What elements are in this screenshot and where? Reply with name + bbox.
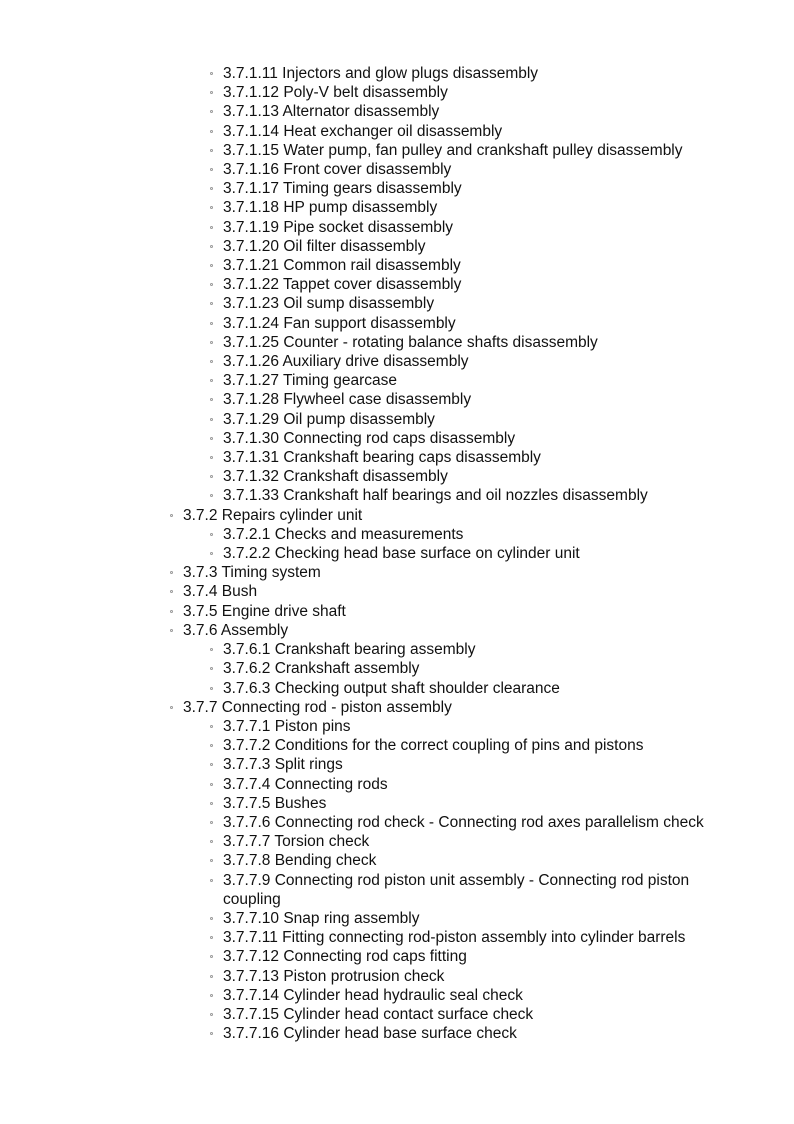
- toc-entry-label: 3.7.1.14 Heat exchanger oil disassembly: [223, 122, 503, 140]
- toc-entry-label: 3.7.6 Assembly: [183, 621, 289, 639]
- toc-entry-label: 3.7.1.22 Tappet cover disassembly: [223, 276, 462, 294]
- toc-entry[interactable]: [0, 909, 723, 928]
- toc-entry-label: 3.7.6.1 Crankshaft bearing assembly: [223, 641, 476, 659]
- toc-entry-label: 3.7.7.15 Cylinder head contact surface check: [223, 1005, 534, 1023]
- toc-entry[interactable]: [0, 390, 723, 409]
- list-bullet-icon: [210, 802, 213, 805]
- toc-entry-label: 3.7.1.16 Front cover disassembly: [223, 161, 452, 179]
- toc-entry-label: 3.7.1.32 Crankshaft disassembly: [223, 468, 448, 486]
- list-bullet-icon: [210, 667, 213, 670]
- toc-entry-label: 3.7.1.11 Injectors and glow plugs disassembly: [223, 65, 539, 82]
- toc-entry-label: 3.7.1.20 Oil filter disassembly: [223, 237, 426, 255]
- toc-entry[interactable]: [0, 352, 723, 371]
- toc-entry[interactable]: [0, 218, 723, 237]
- list-bullet-icon: [210, 130, 213, 133]
- list-bullet-icon: [210, 418, 213, 421]
- toc-entry-label: 3.7.7.7 Torsion check: [223, 833, 370, 851]
- toc-entry-label: 3.7.6.2 Crankshaft assembly: [223, 660, 420, 678]
- list-bullet-icon: [210, 398, 213, 401]
- list-bullet-icon: [210, 302, 213, 305]
- toc-entry-label: 3.7.1.29 Oil pump disassembly: [223, 410, 435, 428]
- toc-entry[interactable]: [0, 986, 723, 1005]
- toc-entry[interactable]: [0, 429, 723, 448]
- list-bullet-icon: [210, 917, 213, 920]
- toc-entry-label: 3.7.1.28 Flywheel case disassembly: [223, 391, 472, 409]
- toc-entry-label: 3.7.7.3 Split rings: [223, 756, 343, 774]
- list-bullet-icon: [210, 149, 213, 152]
- toc-entry-label: 3.7.4 Bush: [183, 583, 258, 601]
- toc-entry-label: 3.7.7 Connecting rod - piston assembly: [183, 698, 452, 716]
- list-bullet-icon: [210, 840, 213, 843]
- list-bullet-icon: [210, 821, 213, 824]
- list-bullet-icon: [210, 322, 213, 325]
- list-bullet-icon: [210, 264, 213, 267]
- toc-entry[interactable]: [0, 544, 723, 563]
- list-bullet-icon: [210, 110, 213, 113]
- list-bullet-icon: [210, 552, 213, 555]
- toc-entry-label: 3.7.1.23 Oil sump disassembly: [223, 295, 435, 313]
- toc-entry[interactable]: [0, 755, 723, 774]
- toc-entry[interactable]: [0, 237, 723, 256]
- toc-entry[interactable]: [0, 679, 723, 698]
- toc-entry[interactable]: [0, 717, 723, 736]
- toc-entry[interactable]: [0, 621, 794, 640]
- toc-entry-label: 3.7.5 Engine drive shaft: [183, 602, 346, 620]
- toc-entry-label: 3.7.1.26 Auxiliary drive disassembly: [223, 353, 469, 371]
- list-bullet-icon: [210, 91, 213, 94]
- toc-entry[interactable]: [0, 967, 723, 986]
- toc-entry[interactable]: [0, 64, 723, 83]
- toc-entry-label: 3.7.1.17 Timing gears disassembly: [223, 180, 462, 198]
- toc-entry[interactable]: [0, 371, 723, 390]
- toc-entry-label: 3.7.1.31 Crankshaft bearing caps disassembly: [223, 449, 541, 467]
- toc-entry[interactable]: [0, 448, 723, 467]
- list-bullet-icon: [210, 341, 213, 344]
- toc-entry-label: 3.7.7.1 Piston pins: [223, 717, 351, 735]
- toc-entry[interactable]: [0, 506, 794, 525]
- toc-entry-label: 3.7.1.15 Water pump, fan pulley and crankshaft pulley disassembly: [223, 141, 683, 159]
- toc-entry-label: 3.7.1.30 Connecting rod caps disassembly: [223, 429, 516, 447]
- list-bullet-icon: [170, 706, 173, 709]
- toc-entry[interactable]: [0, 256, 723, 275]
- list-bullet-icon: [210, 994, 213, 997]
- toc-entry[interactable]: [0, 141, 723, 160]
- toc-entry-label: 3.7.1.24 Fan support disassembly: [223, 314, 456, 332]
- list-bullet-icon: [210, 936, 213, 939]
- list-bullet-icon: [210, 1032, 213, 1035]
- toc-entry[interactable]: [0, 333, 723, 352]
- toc-entry-label: 3.7.2.2 Checking head base surface on cylinder unit: [223, 545, 580, 563]
- list-bullet-icon: [210, 725, 213, 728]
- list-bullet-icon: [210, 72, 213, 75]
- toc-entry[interactable]: [0, 1005, 723, 1024]
- toc-entry[interactable]: [0, 314, 723, 333]
- toc-entry[interactable]: [0, 813, 723, 832]
- toc-entry-label: 3.7.1.12 Poly-V belt disassembly: [223, 84, 448, 102]
- toc-entry[interactable]: [0, 486, 723, 505]
- toc-entry[interactable]: [0, 525, 723, 544]
- toc-entry[interactable]: [0, 275, 723, 294]
- list-bullet-icon: [210, 437, 213, 440]
- toc-entry-label: 3.7.7.14 Cylinder head hydraulic seal check: [223, 986, 523, 1004]
- toc-entry-label: 3.7.1.33 Crankshaft half bearings and oil nozzles disassembly: [223, 487, 648, 505]
- toc-entry[interactable]: [0, 736, 723, 755]
- toc-entry[interactable]: [0, 832, 723, 851]
- toc-entry[interactable]: [0, 294, 723, 313]
- toc-entry-label: 3.7.7.12 Connecting rod caps fitting: [223, 948, 467, 966]
- list-bullet-icon: [210, 879, 213, 882]
- toc-entry[interactable]: [0, 602, 794, 621]
- list-bullet-icon: [210, 283, 213, 286]
- toc-entry[interactable]: [0, 582, 794, 601]
- list-bullet-icon: [210, 533, 213, 536]
- list-bullet-icon: [170, 590, 173, 593]
- toc-entry[interactable]: [0, 794, 723, 813]
- toc-entry[interactable]: [0, 928, 723, 947]
- list-bullet-icon: [210, 955, 213, 958]
- toc-entry-label: 3.7.7.9 Connecting rod piston unit assembly - Connecting rod piston coupling: [223, 871, 690, 908]
- list-bullet-icon: [170, 629, 173, 632]
- toc-entry[interactable]: [0, 160, 723, 179]
- toc-entry[interactable]: [0, 947, 723, 966]
- toc-entry[interactable]: [0, 83, 723, 102]
- toc-entry[interactable]: [0, 122, 723, 141]
- toc-entry[interactable]: [0, 851, 723, 870]
- toc-entry[interactable]: [0, 659, 723, 678]
- toc-entry[interactable]: [0, 698, 794, 717]
- toc-entry-label: 3.7.7.6 Connecting rod check - Connecting rod axes parallelism check: [223, 813, 704, 831]
- list-bullet-icon: [210, 744, 213, 747]
- toc-entry-label: 3.7.2 Repairs cylinder unit: [183, 506, 363, 524]
- list-bullet-icon: [210, 494, 213, 497]
- list-bullet-icon: [210, 360, 213, 363]
- list-bullet-icon: [170, 514, 173, 517]
- list-bullet-icon: [210, 783, 213, 786]
- list-bullet-icon: [210, 648, 213, 651]
- toc-entry-label: 3.7.7.10 Snap ring assembly: [223, 909, 420, 927]
- toc-entry[interactable]: [0, 640, 723, 659]
- toc-entry-label: 3.7.7.5 Bushes: [223, 794, 327, 812]
- toc-entry-label: 3.7.1.18 HP pump disassembly: [223, 199, 438, 217]
- toc-entry-label: 3.7.1.25 Counter - rotating balance shafts disassembly: [223, 333, 598, 351]
- toc-entry-label: 3.7.7.16 Cylinder head base surface check: [223, 1025, 517, 1043]
- list-bullet-icon: [170, 610, 173, 613]
- list-bullet-icon: [210, 456, 213, 459]
- list-bullet-icon: [210, 168, 213, 171]
- toc-entry[interactable]: [0, 563, 794, 582]
- toc-entry-label: 3.7.1.13 Alternator disassembly: [223, 103, 440, 121]
- toc-entry-label: 3.7.7.4 Connecting rods: [223, 775, 388, 793]
- list-bullet-icon: [210, 687, 213, 690]
- toc-entry-label: 3.7.6.3 Checking output shaft shoulder clearance: [223, 679, 560, 697]
- toc-entry-label: 3.7.3 Timing system: [183, 564, 321, 582]
- toc-entry[interactable]: [0, 102, 723, 121]
- list-bullet-icon: [210, 379, 213, 382]
- list-bullet-icon: [210, 245, 213, 248]
- toc-entry-label: 3.7.1.21 Common rail disassembly: [223, 257, 461, 275]
- toc-entry[interactable]: [0, 179, 723, 198]
- list-bullet-icon: [170, 571, 173, 574]
- list-bullet-icon: [210, 475, 213, 478]
- table-of-contents: [0, 64, 794, 1043]
- list-bullet-icon: [210, 226, 213, 229]
- list-bullet-icon: [210, 187, 213, 190]
- toc-entry[interactable]: [0, 410, 723, 429]
- toc-entry-label: 3.7.7.2 Conditions for the correct coupling of pins and pistons: [223, 737, 644, 755]
- toc-entry[interactable]: [0, 467, 723, 486]
- toc-entry-label: 3.7.7.13 Piston protrusion check: [223, 967, 445, 985]
- toc-entry[interactable]: [0, 198, 723, 217]
- list-bullet-icon: [210, 763, 213, 766]
- list-bullet-icon: [210, 1013, 213, 1016]
- toc-entry[interactable]: [0, 775, 723, 794]
- toc-entry-label: 3.7.1.19 Pipe socket disassembly: [223, 218, 454, 236]
- toc-entry-label: 3.7.7.11 Fitting connecting rod-piston assembly into cylinder barrels: [223, 929, 686, 947]
- toc-entry-label: 3.7.7.8 Bending check: [223, 852, 377, 870]
- list-bullet-icon: [210, 975, 213, 978]
- toc-entry[interactable]: [0, 1024, 723, 1043]
- list-bullet-icon: [210, 859, 213, 862]
- toc-entry-label: 3.7.2.1 Checks and measurements: [223, 525, 464, 543]
- list-bullet-icon: [210, 206, 213, 209]
- toc-entry-label: 3.7.1.27 Timing gearcase: [223, 372, 398, 390]
- toc-entry[interactable]: [0, 871, 723, 909]
